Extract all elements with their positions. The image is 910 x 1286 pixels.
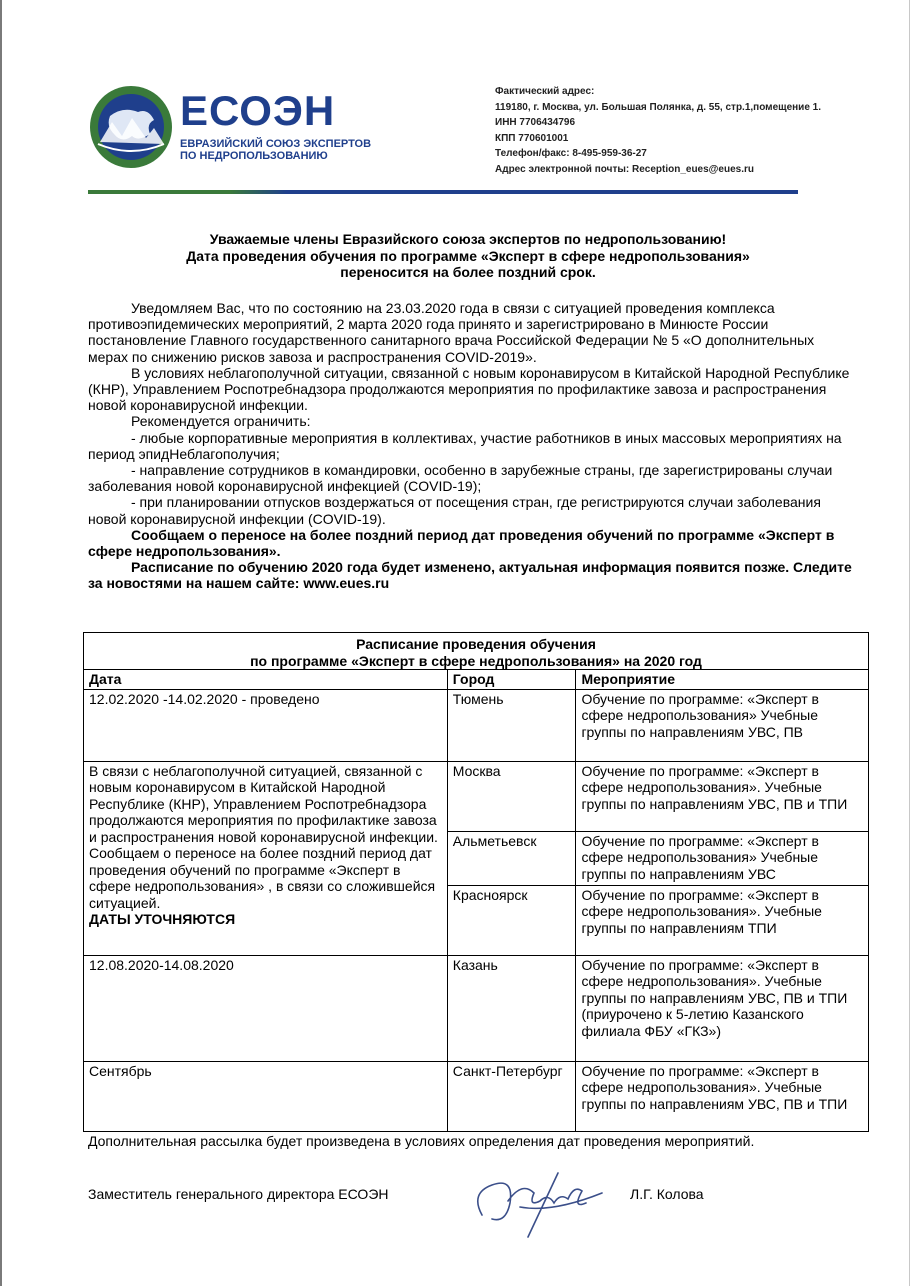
column-header-date: Дата	[84, 670, 448, 690]
column-header-event: Мероприятие	[576, 670, 869, 690]
signatory-role: Заместитель генерального директора ЕСОЭН	[88, 1186, 389, 1202]
cell-event: Обучение по программе: «Эксперт в сфере недропользования». Учебные группы по направлениям УВС, ПВ и ТПИ	[576, 1061, 869, 1131]
merged-note-text: В связи с неблагополучной ситуацией, связанной с новым коронавирусом в Китайской Народной Республике (КНР), Управлением Роспотребнадзора продолжаются мероприятия по профилактике завоза и распространения новой коронавирусной инфекции. Сообщаем о переносе на более поздний период дат проведения обучений по программе «Эксперт в сфере недропользования» , в связи со сложившейся ситуацией.	[89, 762, 438, 911]
headline-line: переносится на более поздний срок.	[340, 264, 596, 280]
merged-note-bold: ДАТЫ УТОЧНЯЮТСЯ	[89, 911, 236, 927]
headline-line: Дата проведения обучения по программе «Эксперт в сфере недропользования»	[186, 247, 750, 264]
page-edge-left	[0, 0, 2, 1286]
signatory-name: Л.Г. Колова	[630, 1186, 704, 1202]
cell-date: 12.02.2020 -14.02.2020 - проведено	[84, 689, 448, 761]
body-paragraph: - направление сотрудников в командировки, особенно в зарубежные страны, где зарегистрированы случаи заболевания новой коронавирусной инфекцией (COVID-19);	[88, 462, 833, 495]
cell-date: 12.08.2020-14.08.2020	[84, 955, 448, 1061]
body-paragraph: Уведомляем Вас, что по состоянию на 23.03.2020 года в связи с ситуацией проведения комплекса противоэпидемических мероприятий, 2 марта 2020 года принято и зарегистрировано в Минюсте России постановление Главного государственного санитарного врача Российской Федерации № 5 «О дополнительных мерах по снижению рисков завоза и распространения COVID-2019».	[88, 300, 815, 365]
header-divider	[88, 190, 798, 194]
cell-event: Обучение по программе: «Эксперт в сфере недропользования» Учебные группы по направлениям УВС, ПВ	[576, 689, 869, 761]
body-paragraph-bold: Сообщаем о переносе на более поздний период дат проведения обучений по программе «Эксперт в сфере недропользования».	[88, 526, 835, 560]
headline-line: Уважаемые члены Евразийского союза экспертов по недропользованию!	[209, 231, 727, 247]
body-paragraph: В условиях неблагополучной ситуации, связанной с новым коронавирусом в Китайской Народной Республике (КНР), Управлением Роспотребнадзора продолжаются мероприятия по профилактике завоза и распространения новой коронавирусной инфекции.	[88, 364, 850, 414]
cell-event: Обучение по программе: «Эксперт в сфере недропользования». Учебные группы по направлениям УВС, ПВ и ТПИ (приурочено к 5-летию Казанского филиала ФБУ «ГКЗ»)	[576, 955, 869, 1061]
letter-body	[88, 300, 852, 592]
cell-city: Тюмень	[447, 689, 576, 761]
logo-subtitle-line2: ПО НЕДРОПОЛЬЗОВАНИЮ	[180, 150, 328, 162]
cell-event: Обучение по программе: «Эксперт в сфере недропользования». Учебные группы по направлениям УВС, ПВ и ТПИ	[576, 761, 869, 831]
schedule-table	[83, 632, 869, 1132]
contact-block	[495, 84, 821, 177]
handwritten-signature-icon	[462, 1163, 612, 1241]
letter-headline	[88, 231, 848, 281]
table-title	[84, 633, 869, 670]
contact-line: Адрес электронной почты: Reception_eues@eues.ru	[495, 163, 755, 175]
body-paragraph-bold: Расписание по обучению 2020 года будет изменено, актуальная информация появится позже. Следите за новостями на нашем сайте: www.eues.ru	[88, 559, 852, 592]
table-title-row	[84, 633, 869, 670]
cell-city: Санкт-Петербург	[447, 1061, 576, 1131]
table-row	[84, 955, 869, 1061]
table-header-row	[84, 670, 869, 690]
contact-line: ИНН 7706434796	[495, 117, 576, 128]
cell-city: Москва	[447, 761, 576, 831]
cell-city: Казань	[447, 955, 576, 1061]
table-title-line: Расписание проведения обучения	[356, 636, 596, 652]
cell-date: Сентябрь	[84, 1061, 448, 1131]
column-header-city: Город	[447, 670, 576, 690]
globe-logo-icon	[88, 84, 174, 170]
cell-city: Альметьевск	[447, 831, 576, 885]
cell-city: Красноярск	[447, 885, 576, 955]
contact-line: 119180, г. Москва, ул. Большая Полянка, д. 55, стр.1,помещение 1.	[495, 101, 822, 113]
contact-line: Телефон/факс: 8-495-959-36-27	[495, 148, 647, 159]
logo-subtitle-line1: ЕВРАЗИЙСКИЙ СОЮЗ ЭКСПЕРТОВ	[180, 138, 372, 150]
cell-merged-note	[84, 761, 448, 955]
contact-line: Фактический адрес:	[495, 86, 595, 97]
footer-note: Дополнительная рассылка будет произведена в условиях определения дат проведения мероприятий.	[88, 1133, 755, 1149]
body-paragraph: - любые корпоративные мероприятия в коллективах, участие работников в иных массовых мероприятиях на период эпидНеблагополучия;	[88, 429, 842, 462]
body-paragraph: Рекомендуется ограничить:	[131, 413, 311, 430]
contact-line: КПП 770601001	[495, 132, 569, 144]
cell-event: Обучение по программе: «Эксперт в сфере недропользования» Учебные группы по направлениям УВС	[576, 831, 869, 885]
table-row	[84, 1061, 869, 1131]
cell-event: Обучение по программе: «Эксперт в сфере недропользования». Учебные группы по направлениям ТПИ	[576, 885, 869, 955]
table-row	[84, 761, 869, 831]
body-paragraph: - при планировании отпусков воздержаться от посещения стран, где регистрируются случаи заболевания новой коронавирусной инфекции (COVID-19).	[88, 494, 821, 527]
logo-title: ЕСОЭН	[180, 87, 336, 134]
table-row	[84, 689, 869, 761]
letterhead	[88, 84, 822, 194]
table-title-line: по программе «Эксперт в сфере недропользования» на 2020 год	[250, 652, 702, 669]
